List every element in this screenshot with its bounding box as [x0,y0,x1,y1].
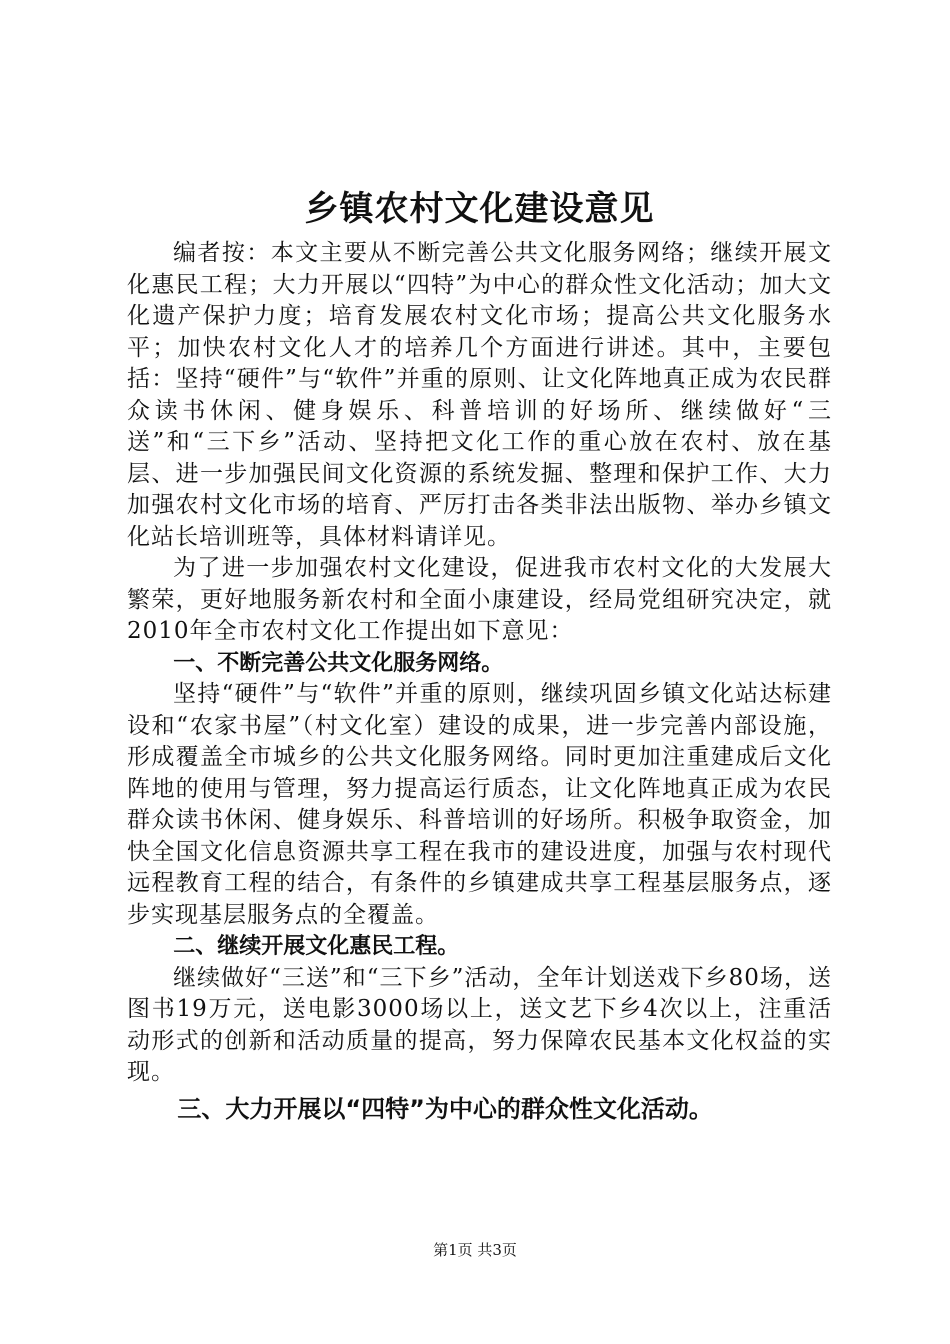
page-footer: 第1页 共3页 [433,1241,517,1259]
section-2-heading: 二、继续开展文化惠民工程。 [173,934,460,959]
editor-note-paragraph: 编者按：本文主要从不断完善公共文化服务网络；继续开展文化惠民工程；大力开展以“四特”为中心的群众性文化活动；加大文化遗产保护力度；培育发展农村文化市场；提高公共文化服务水平；加快农村文化人才的培养几个方面进行讲述。其中，主要包括：坚持“硬件”与“软件”并重的原则、让文化阵地真正成为农民群众读书休闲、健身娱乐、科普培训的好场所、继续做好“三送”和“三下乡”活动、坚持把文化工作的重心放在农村、放在基层、进一步加强民间文化资源的系统发掘、整理和保护工作、大力加强农村文化市场的培育、严厉打击各类非法出版物、举办乡镇文化站长培训班等，具体材料请详见。 [127,240,832,550]
document-page [127,180,832,1129]
section-1-body: 坚持“硬件”与“软件”并重的原则，继续巩固乡镇文化站达标建设和“农家书屋”（村文化室）建设的成果，进一步完善内部设施，形成覆盖全市城乡的公共文化服务网络。同时更加注重建成后文化阵地的使用与管理，努力提高运行质态，让文化阵地真正成为农民群众读书休闲、健身娱乐、科普培训的好场所。积极争取资金，加快全国文化信息资源共享工程在我市的建设进度，加强与农村现代远程教育工程的结合，有条件的乡镇建成共享工程基层服务点，逐步实现基层服务点的全覆盖。 [127,681,832,928]
section-1-heading: 一、不断完善公共文化服务网络。 [173,650,504,676]
document-title: 乡镇农村文化建设意见 [304,189,655,229]
section-3-heading: 三、大力开展以“四特”为中心的群众性文化活动。 [177,1094,713,1123]
section-2-body: 继续做好“三送”和“三下乡”活动，全年计划送戏下乡80场，送图书19万元，送电影3000场以上，送文艺下乡4次以上，注重活动形式的创新和活动质量的提高，努力保障农民基本文化权益的实现。 [127,964,832,1085]
intro-paragraph: 为了进一步加强农村文化建设，促进我市农村文化的大发展大繁荣，更好地服务新农村和全面小康建设，经局党组研究决定，就2010年全市农村文化工作提出如下意见： [127,555,832,644]
